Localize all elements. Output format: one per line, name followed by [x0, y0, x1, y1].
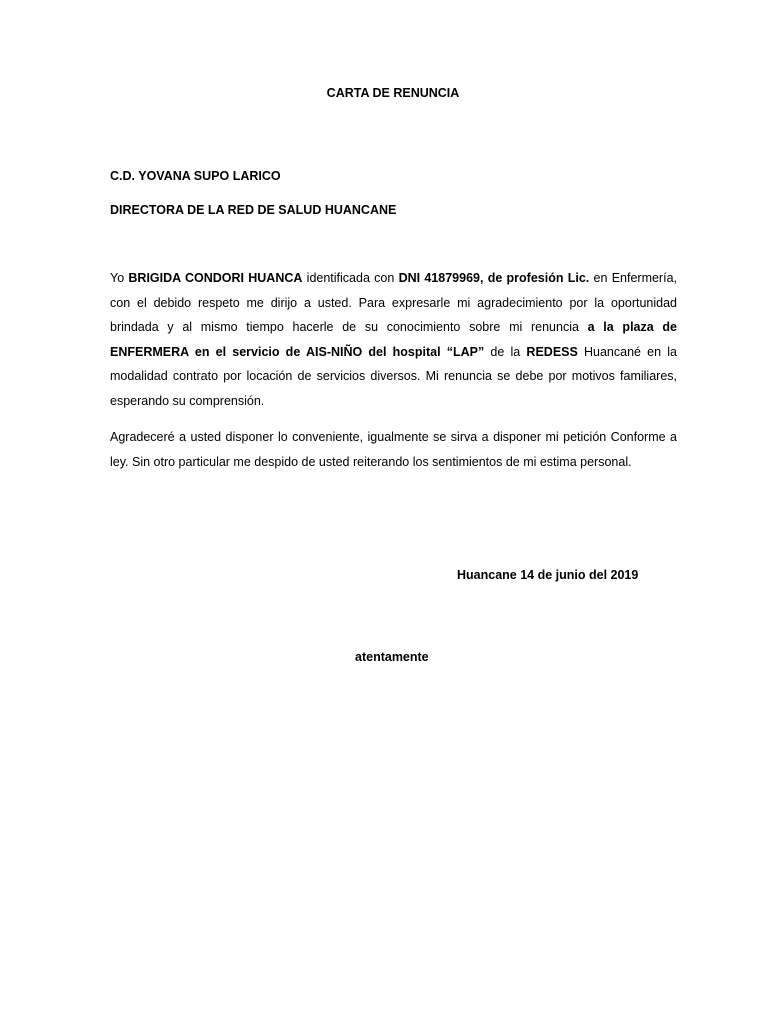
network-name: REDESS	[526, 344, 578, 359]
body-paragraph-2: Agradeceré a usted disponer lo conveniente, igualmente se sirva a disponer mi petición Conforme a ley. Sin otro particular me despido de usted reiterando los sentimientos de mi estima personal.	[110, 430, 677, 469]
recipient-name: C.D. YOVANA SUPO LARICO	[110, 169, 281, 183]
sender-dni-profession: DNI 41879969, de profesión Lic.	[398, 271, 590, 285]
paragraph-text: identificada con	[302, 271, 399, 285]
paragraph-text: de la	[484, 344, 527, 359]
sender-name: BRIGIDA CONDORI HUANCA	[128, 271, 303, 285]
paragraph-text: Yo	[110, 271, 129, 285]
position-details: a la plaza de ENFERMERA en el servicio de AIS-NIÑO del hospital “LAP”	[110, 320, 677, 359]
letter-title: CARTA DE RENUNCIA	[326, 86, 460, 100]
body-paragraph-1	[110, 266, 677, 413]
recipient-title: DIRECTORA DE LA RED DE SALUD HUANCANE	[110, 203, 397, 217]
closing-salutation: atentamente	[355, 650, 429, 664]
paragraph-text: Huancané en la modalidad contrato por locación de servicios diversos. Mi renuncia se debe por motivos familiares, esperando su comprensión.	[110, 344, 677, 408]
date-line: Huancane 14 de junio del 2019	[457, 568, 639, 582]
paragraph-text: en Enfermería, con el debido respeto me dirijo a usted. Para expresarle mi agradecimiento por la oportunidad brindada y al mismo tiempo hacerle de su conocimiento sobre mi renuncia	[110, 271, 677, 334]
